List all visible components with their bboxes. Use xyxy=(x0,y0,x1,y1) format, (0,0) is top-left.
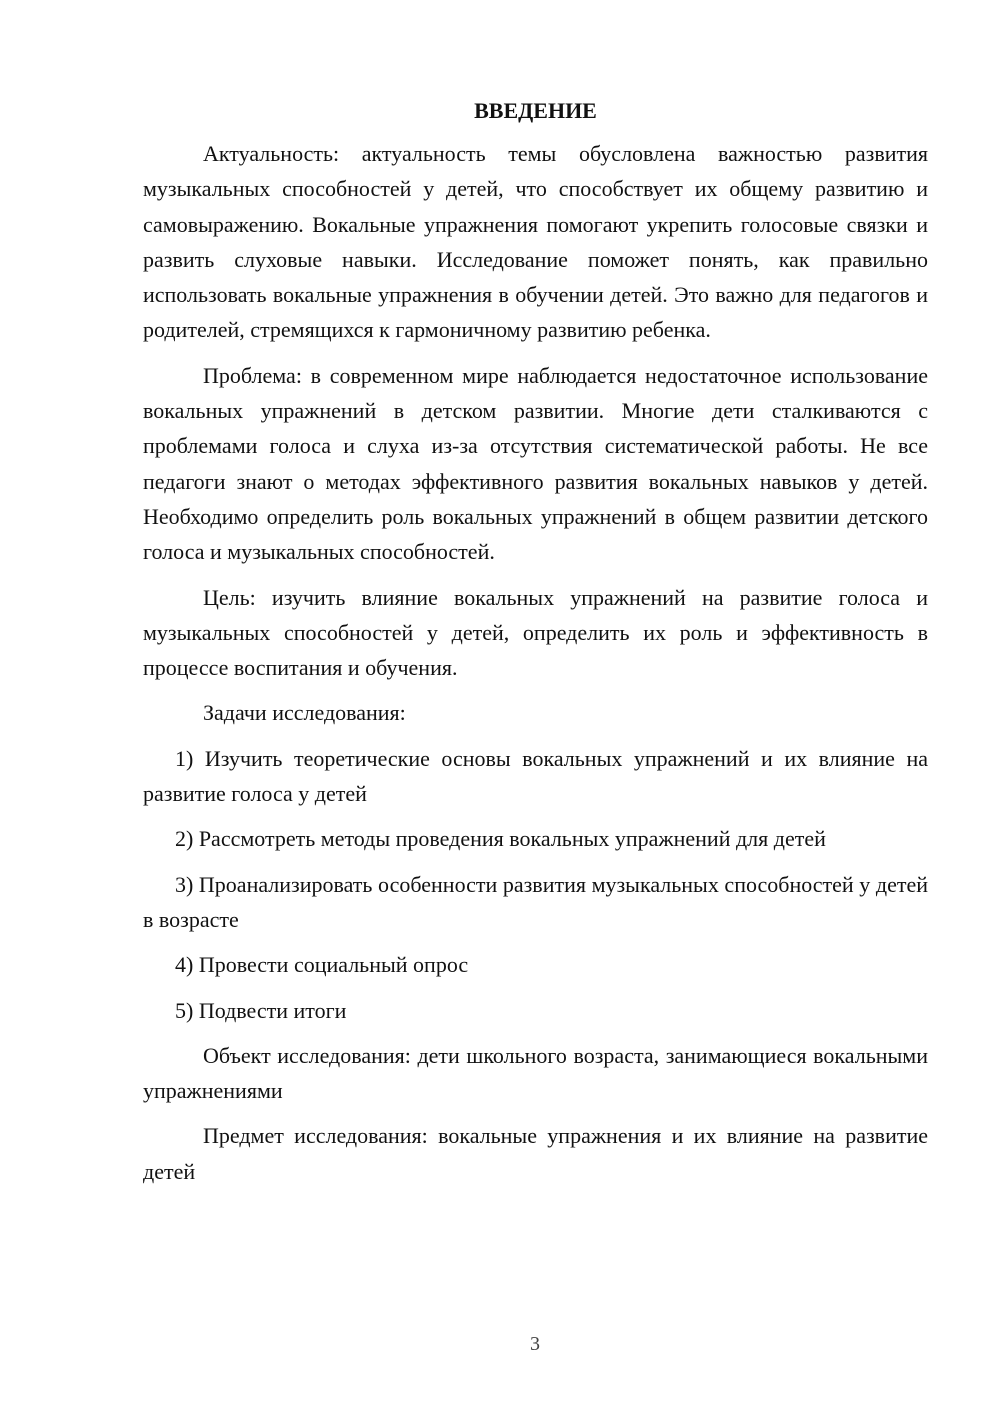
tasks-heading: Задачи исследования: xyxy=(203,700,406,726)
subject-paragraph: Предмет исследования: вокальные упражнения и их влияние на развитие детей xyxy=(143,1123,928,1184)
page-number: 3 xyxy=(530,1333,540,1355)
problem-paragraph: Проблема: в современном мире наблюдается недостаточное использование вокальных упражнений в детском развитии. Многие дети сталкиваются с проблемами голоса и слуха из-за отсутствия систематической работы. Не все педагоги знают о методах эффективного развития вокальных навыков у детей. Необходимо определить роль вокальных упражнений в общем развитии детского голоса и музыкальных способностей. xyxy=(143,362,928,565)
document-page xyxy=(143,96,928,1199)
relevance-paragraph: Актуальность: актуальность темы обусловлена важностью развития музыкальных способностей у детей, что способствует их общему развитию и самовыражению. Вокальные упражнения помогают укрепить голосовые связки и развить слуховые навыки. Исследование поможет понять, как правильно использовать вокальные упражнения в обучении детей. Это важно для педагогов и родителей, стремящихся к гармоничному развитию ребенка. xyxy=(143,141,928,343)
object-paragraph: Объект исследования: дети школьного возраста, занимающиеся вокальными упражнениями xyxy=(143,1042,928,1104)
section-heading: ВВЕДЕНИЕ xyxy=(474,98,597,123)
task-item-5: 5) Подвести итоги xyxy=(175,997,347,1023)
goal-paragraph: Цель: изучить влияние вокальных упражнений на развитие голоса и музыкальных способностей у детей, определить их роль и эффективность в процессе воспитания и обучения. xyxy=(143,584,928,681)
task-item-1: 1) Изучить теоретические основы вокальных упражнений и их влияние на развитие голоса у детей xyxy=(143,745,928,807)
task-item-3: 3) Проанализировать особенности развития музыкальных способностей у детей в возрасте xyxy=(143,871,928,932)
task-item-2: 2) Рассмотреть методы проведения вокальных упражнений для детей xyxy=(175,826,826,852)
task-item-4: 4) Провести социальный опрос xyxy=(175,952,469,978)
